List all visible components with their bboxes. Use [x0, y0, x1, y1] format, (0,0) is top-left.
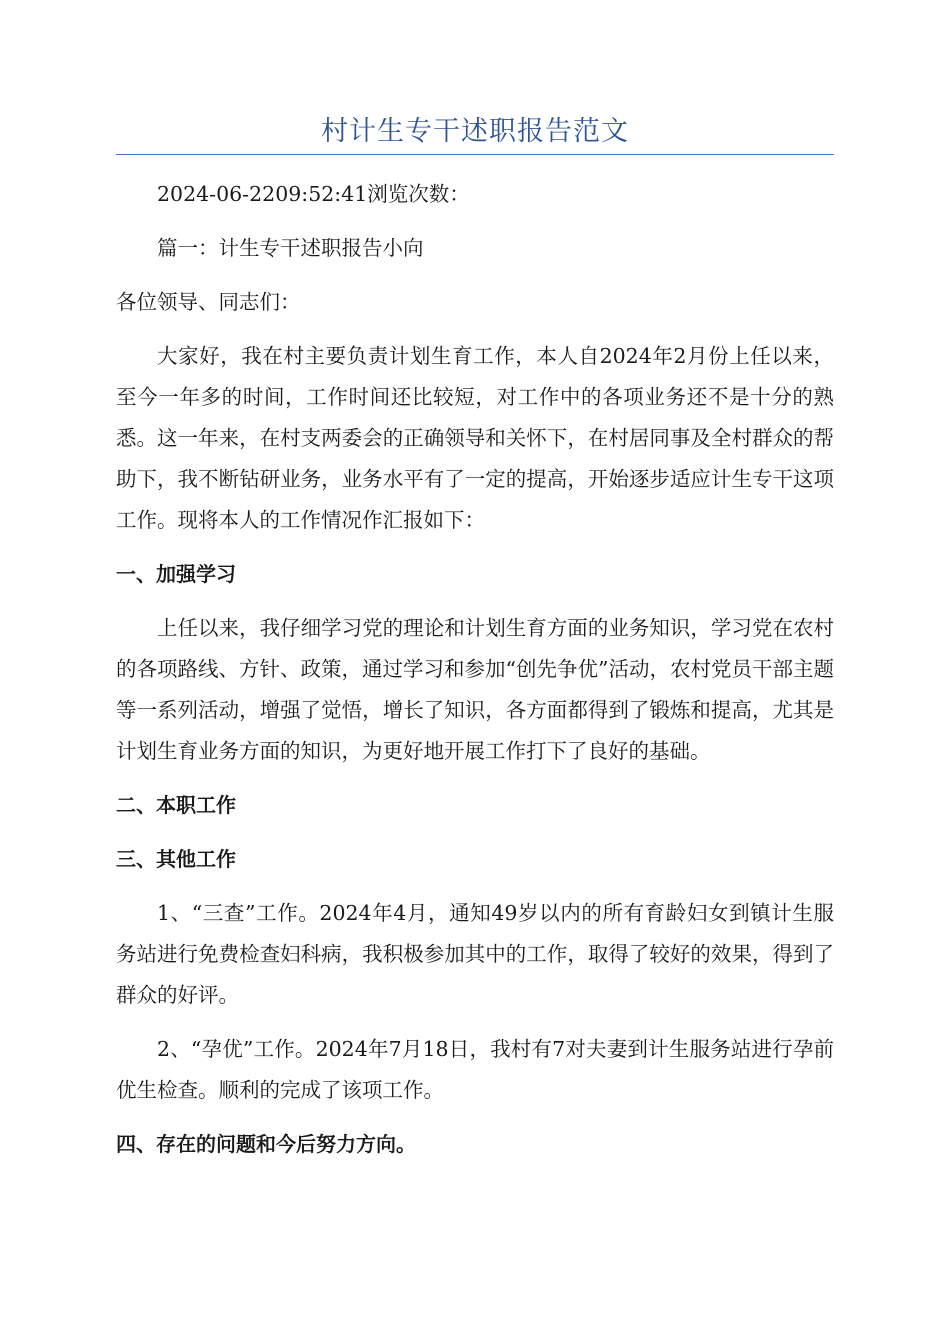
meta-line: 2024-06-2209:52:41浏览次数： [157, 182, 470, 206]
document-title: 村计生专干述职报告范文 [321, 116, 629, 147]
salutation: 各位领导、同志们： [116, 290, 301, 314]
section-1-paragraph: 上任以来，我仔细学习党的理论和计划生育方面的业务知识，学习党在农村的各项路线、方针、政策，通过学习和参加“创先争优”活动，农村党员干部主题等一系列活动，增强了觉悟，增长了知识，各方面都得到了锻炼和提高，尤其是计划生育业务方面的知识，为更好地开展工作打下了良好的基础。 [116, 616, 834, 763]
title-underline-divider [116, 154, 834, 155]
section-heading-1: 一、加强学习 [116, 562, 236, 586]
section-heading-3: 三、其他工作 [116, 847, 236, 871]
section-heading-2: 二、本职工作 [116, 793, 236, 817]
section-3-item-1: 1、“三查”工作。2024年4月，通知49岁以内的所有育龄妇女到镇计生服务站进行免费检查妇科病，我积极参加其中的工作，取得了较好的效果，得到了群众的好评。 [116, 901, 834, 1007]
chapter-label: 篇一：计生专干述职报告小向 [157, 236, 424, 260]
section-heading-4: 四、存在的问题和今后努力方向。 [116, 1132, 416, 1156]
document-body [116, 174, 834, 1178]
section-3-item-2: 2、“孕优”工作。2024年7月18日，我村有7对夫妻到计生服务站进行孕前优生检查。顺利的完成了该项工作。 [116, 1037, 834, 1102]
intro-paragraph: 大家好，我在村主要负责计划生育工作，本人自2024年2月份上任以来，至今一年多的时间，工作时间还比较短，对工作中的各项业务还不是十分的熟悉。这一年来，在村支两委会的正确领导和关怀下，在村居同事及全村群众的帮助下，我不断钻研业务，业务水平有了一定的提高，开始逐步适应计生专干这项工作。现将本人的工作情况作汇报如下： [116, 344, 834, 532]
